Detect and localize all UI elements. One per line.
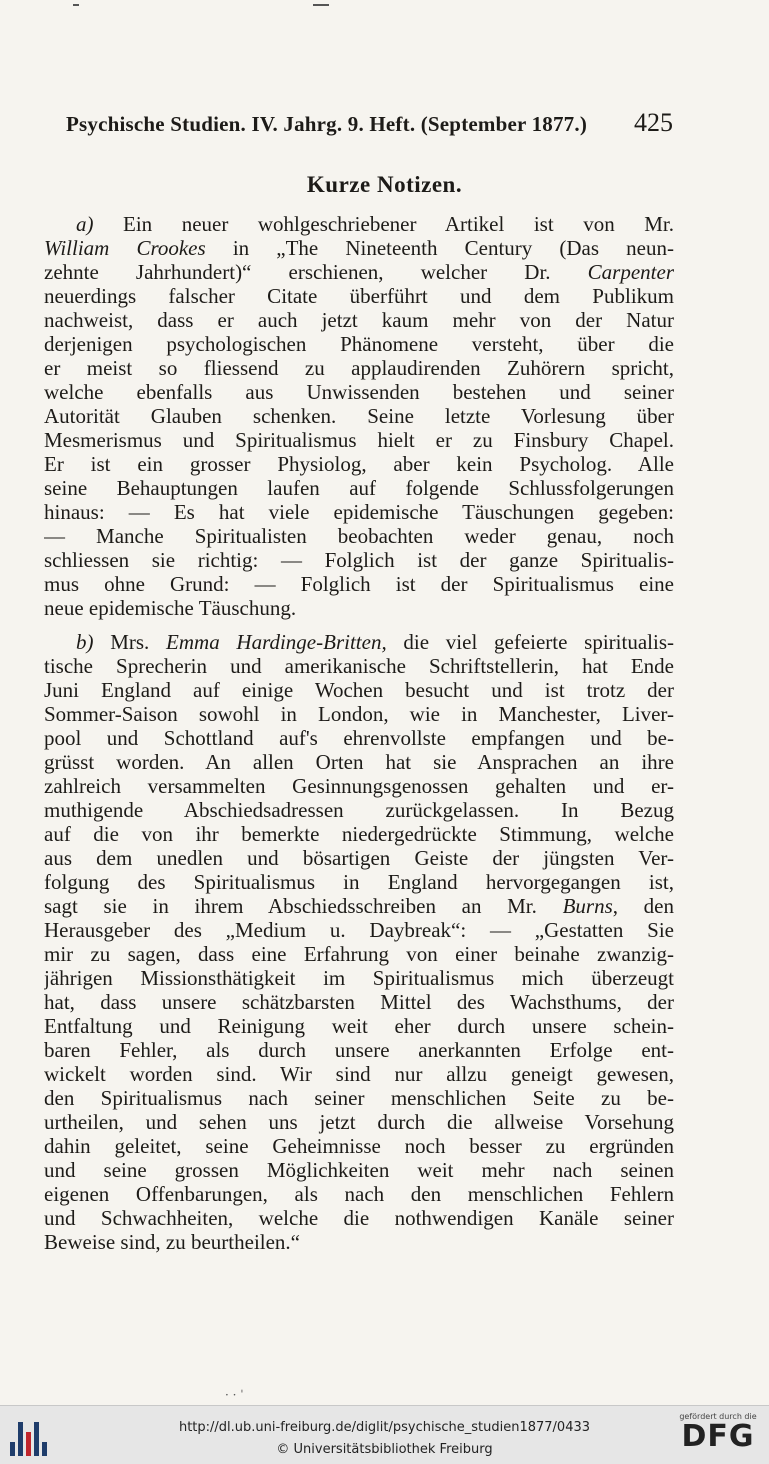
scan-mark [313,4,329,6]
text-run: auf die von ihr bemerkte niedergedrückte Stimmung, welche [44,822,674,846]
text-line [44,1110,674,1134]
copyright-notice: © Universitätsbibliothek Freiburg [276,1442,493,1457]
text-line [44,500,674,524]
text-line [44,404,674,428]
text-run: jährigen Missionsthätigkeit im Spiritualismus mich überzeugt [44,966,674,990]
text-line [44,1134,674,1158]
italic-name: Burns [562,894,613,918]
text-line [44,1086,674,1110]
text-run: schliessen sie richtig: — Folglich ist der ganze Spiritualis- [44,548,674,572]
paragraph-label: a) [76,212,94,236]
text-line [44,942,674,966]
text-line [44,356,674,380]
text-run: nachweist, dass er auch jetzt kaum mehr von der Natur [44,308,674,332]
text-run: und seine grossen Möglichkeiten weit mehr nach seinen [44,1158,674,1182]
text-run: Mrs. [93,630,167,654]
text-run: und Schwachheiten, welche die nothwendigen Kanäle seiner [44,1206,674,1230]
italic-name: Carpenter [587,260,674,284]
text-line [44,966,674,990]
text-line [44,452,674,476]
text-run: baren Fehler, als durch unsere anerkannten Erfolge ent- [44,1038,674,1062]
text-line [44,798,674,822]
text-run: Entfaltung und Reinigung weit eher durch unsere schein- [44,1014,674,1038]
text-run: zahlreich versammelten Gesinnungsgenossen gehalten und er- [44,774,674,798]
text-run: hat, dass unsere schätzbarsten Mittel des Wachsthums, der [44,990,674,1014]
text-run: neue epidemische Täuschung. [44,596,297,620]
text-line [44,308,674,332]
text-line [44,380,674,404]
text-run: Mesmerismus und Spiritualismus hielt er zu Finsbury Chapel. [44,428,674,452]
italic-name: William Crookes [44,236,206,260]
running-header [66,108,676,142]
paragraph [44,212,674,620]
text-line [44,702,674,726]
text-run: in „The Nineteenth Century (Das neun- [205,236,674,260]
text-line [44,1038,674,1062]
text-line [44,774,674,798]
text-run: Sommer-Saison sowohl in London, wie in Manchester, Liver- [44,702,674,726]
text-line [44,236,674,260]
text-line [44,596,674,620]
text-line [44,332,674,356]
text-line [44,894,674,918]
text-run: mus ohne Grund: — Folglich ist der Spiritualismus eine [44,572,674,596]
text-line [44,822,674,846]
paragraph-label: b) [76,630,94,654]
footer-bar [0,1405,769,1464]
text-run: sagt sie in ihrem Abschiedsschreiben an Mr. [44,894,563,918]
page-number: 425 [634,108,673,137]
text-line [44,524,674,548]
source-url-link[interactable]: http://dl.ub.uni-freiburg.de/diglit/psychische_studien1877/0433 [178,1420,591,1435]
text-line [44,1206,674,1230]
text-line [44,1158,674,1182]
text-run: derjenigen psychologischen Phänomene versteht, über die [44,332,674,356]
text-run: seine Behauptungen laufen auf folgende Schlussfolgerungen [44,476,674,500]
text-line [44,990,674,1014]
text-line [44,284,674,308]
text-line [44,572,674,596]
text-line [44,260,674,284]
text-line [44,428,674,452]
text-run: eigenen Offenbarungen, als nach den menschlichen Fehlern [44,1182,674,1206]
text-run: pool und Schottland auf's ehrenvollste empfangen und be- [44,726,674,750]
scan-specks: · · ˈ [225,1388,244,1402]
dfg-caption: gefördert durch die [679,1412,757,1421]
text-line [44,678,674,702]
text-run: den Spiritualismus nach seiner menschlichen Seite zu be- [44,1086,674,1110]
dfg-wordmark: DFG [681,1419,755,1454]
text-line [44,846,674,870]
scan-top-marks [0,0,769,20]
text-run: Juni England auf einige Wochen besucht und ist trotz der [44,678,674,702]
text-run: er meist so fliessend zu applaudirenden Zuhörern spricht, [44,356,674,380]
text-run: welche ebenfalls aus Unwissenden bestehen und seiner [44,380,674,404]
text-line [44,1062,674,1086]
text-line [44,1230,674,1254]
text-run: neuerdings falscher Citate überführt und dem Publikum [44,284,674,308]
text-run: urtheilen, und sehen uns jetzt durch die allweise Vorsehung [44,1110,674,1134]
text-run: — Manche Spiritualisten beobachten weder genau, noch [44,524,674,548]
text-run: mir zu sagen, dass eine Erfahrung von einer beinahe zwanzig- [44,942,674,966]
text-run: dahin geleitet, seine Geheimnisse noch besser zu ergründen [44,1134,674,1158]
text-line [44,654,674,678]
text-line [44,630,674,654]
text-line [44,1014,674,1038]
text-run: Er ist ein grosser Physiolog, aber kein Psycholog. Alle [44,452,674,476]
text-line [44,750,674,774]
text-run: die viel gefeierte spiritualis- [386,630,674,654]
italic-name: Emma Hardinge-Britten, [166,630,387,654]
text-line [44,726,674,750]
text-run: , den [612,894,674,918]
text-run: grüsst worden. An allen Orten hat sie Ansprachen an ihre [44,750,674,774]
text-line [44,918,674,942]
paragraph [44,630,674,1254]
text-run: Herausgeber des „Medium u. Daybreak“: — „Gestatten Sie [44,918,674,942]
text-run: tische Sprecherin und amerikanische Schriftstellerin, hat Ende [44,654,674,678]
text-run: Ein neuer wohlgeschriebener Artikel ist von Mr. [93,212,674,236]
text-line [44,212,674,236]
text-run: zehnte Jahrhundert)“ erschienen, welcher Dr. [44,260,588,284]
text-line [44,548,674,572]
text-line [44,1182,674,1206]
text-run: Beweise sind, zu beurtheilen.“ [44,1230,300,1254]
text-line [44,870,674,894]
running-title: Psychische Studien. IV. Jahrg. 9. Heft. (September 1877.) [66,112,588,136]
text-run: muthigende Abschiedsadressen zurückgelassen. In Bezug [44,798,674,822]
section-title: Kurze Notizen. [306,172,463,197]
article-body [44,212,674,1264]
text-run: aus dem unedlen und bösartigen Geiste der jüngsten Ver- [44,846,674,870]
text-run: hinaus: — Es hat viele epidemische Täuschungen gegeben: [44,500,674,524]
text-line [44,476,674,500]
text-run: folgung des Spiritualismus in England hervorgegangen ist, [44,870,674,894]
text-run: wickelt worden sind. Wir sind nur allzu geneigt gewesen, [44,1062,674,1086]
dfg-logo[interactable] [675,1412,761,1460]
scan-mark [73,4,79,6]
text-run: Autorität Glauben schenken. Seine letzte Vorlesung über [44,404,674,428]
